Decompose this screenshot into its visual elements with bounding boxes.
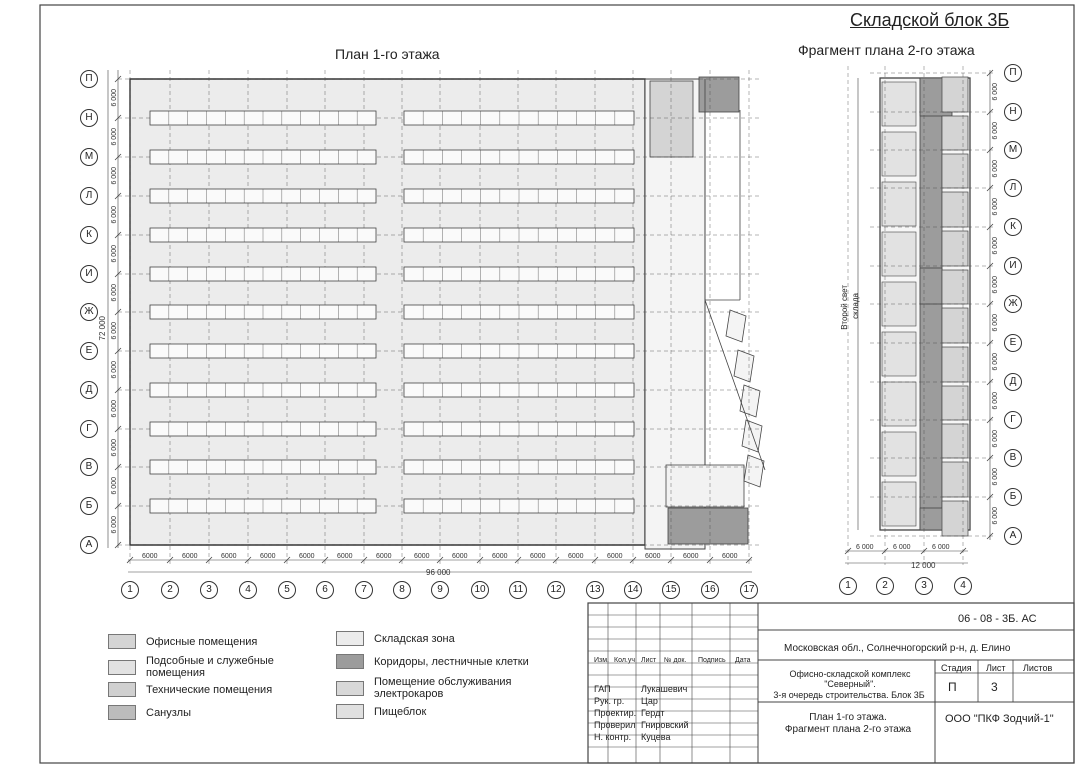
dimension-label: 6 000 [992, 198, 999, 216]
plan2-office [942, 270, 968, 304]
tb-col-header: Лист [641, 657, 657, 664]
legend-item: Офисные помещения [108, 634, 326, 649]
plan2-office [942, 424, 968, 458]
dimension-label: 6000 [683, 553, 699, 560]
grid-axis-label: Д [80, 381, 98, 399]
atrium-label-2: склада [851, 293, 860, 319]
dimension-label: 6000 [337, 553, 353, 560]
grid-axis-label: Г [80, 420, 98, 438]
loading-dock [742, 420, 762, 452]
plan2-service-room [882, 182, 916, 226]
dimension-label: 6 000 [992, 507, 999, 525]
plan2-service-room [882, 232, 916, 276]
plan2-title: Фрагмент плана 2-го этажа [798, 42, 975, 58]
grid-axis-label: К [80, 226, 98, 244]
loading-dock [726, 310, 746, 342]
dimension-label: 6 000 [992, 276, 999, 294]
tb-role: Н. контр. [594, 732, 632, 742]
grid-axis-label: Ж [1004, 295, 1022, 313]
legend-item: Пищеблок [336, 704, 426, 719]
stage-value: П [948, 680, 957, 694]
plan1-title: План 1-го этажа [335, 46, 440, 62]
grid-axis-label: 1 [839, 577, 857, 595]
legend-swatch [336, 654, 364, 669]
dimension-label: 6 000 [992, 83, 999, 101]
grid-axis-label: Г [1004, 411, 1022, 429]
grid-axis-label: 3 [915, 577, 933, 595]
legend-item: Коридоры, лестничные клетки [336, 654, 529, 669]
dimension-label: 6 000 [111, 361, 118, 379]
tb-role: Проектир. [594, 708, 637, 718]
grid-axis-label: 2 [161, 581, 179, 599]
dimension-label: 6 000 [111, 400, 118, 418]
grid-axis-label: М [1004, 141, 1022, 159]
legend-swatch [108, 705, 136, 720]
grid-axis-label: П [1004, 64, 1022, 82]
dimension-label: 6000 [530, 553, 546, 560]
dimension-label: 6000 [260, 553, 276, 560]
grid-axis-label: А [1004, 527, 1022, 545]
tb-col-header: Кол.уч [614, 657, 635, 664]
plan1-stair-south [668, 508, 748, 544]
plan2-office [942, 308, 968, 343]
grid-axis-label: 4 [239, 581, 257, 599]
grid-axis-label: П [80, 70, 98, 88]
atrium-label-1: Второй свет [840, 285, 849, 330]
dimension-label: 6000 [568, 553, 584, 560]
grid-axis-label: И [1004, 257, 1022, 275]
tb-col-header: Дата [735, 657, 751, 664]
plan2-office [942, 462, 968, 497]
project-name-line2: "Северный". [824, 679, 876, 689]
grid-axis-label: Н [1004, 103, 1022, 121]
legend-item: Подсобные и служебные помещения [108, 655, 286, 679]
grid-axis-label: 16 [701, 581, 719, 599]
plan2-service-room [882, 482, 916, 526]
dimension-label: 6000 [414, 553, 430, 560]
legend-swatch [336, 681, 364, 696]
grid-axis-label: М [80, 148, 98, 166]
dimension-label: 6 000 [111, 516, 118, 534]
grid-axis-label: 14 [624, 581, 642, 599]
tb-role: Рук. гр. [594, 696, 625, 706]
plan1-total-width: 96 000 [426, 568, 451, 577]
plan2-stair-mid [920, 268, 942, 304]
plan2-office [942, 154, 968, 188]
grid-axis-label: 17 [740, 581, 758, 599]
plan2-office [942, 347, 968, 382]
plan2-service-room [882, 432, 916, 476]
dimension-label: 6 000 [992, 237, 999, 255]
plan2-total-width: 12 000 [911, 561, 936, 570]
project-name-line1: Офисно-складской комплекс [789, 669, 911, 679]
grid-axis-label: 12 [547, 581, 565, 599]
dimension-label: 6 000 [856, 544, 874, 551]
plan2-office [942, 231, 968, 266]
grid-axis-label: 3 [200, 581, 218, 599]
tb-person: Лукашевич [641, 684, 688, 694]
dimension-label: 6 000 [932, 544, 950, 551]
legend-swatch [108, 634, 136, 649]
loading-dock [734, 350, 754, 382]
grid-axis-label: 1 [121, 581, 139, 599]
tb-person: Гнировский [641, 720, 689, 730]
sheet-title: Складской блок 3Б [850, 10, 1010, 30]
dimension-label: 6000 [299, 553, 315, 560]
dimension-label: 6 000 [992, 160, 999, 178]
tb-col-header: № док. [664, 657, 687, 664]
dimension-label: 6000 [607, 553, 623, 560]
grid-axis-label: Д [1004, 373, 1022, 391]
plan2-office [942, 386, 968, 420]
dimension-label: 6 000 [992, 468, 999, 486]
sheet-value: 3 [991, 680, 998, 694]
plan1-total-height: 72 000 [98, 316, 107, 341]
plan2-office [942, 501, 968, 536]
plan2-service-room [882, 132, 916, 176]
dimension-label: 6000 [452, 553, 468, 560]
plan2-service-room [882, 82, 916, 126]
dimension-label: 6000 [221, 553, 237, 560]
dimension-label: 6000 [182, 553, 198, 560]
legend-item: Помещение обслуживания электрокаров [336, 676, 544, 700]
legend-swatch [108, 660, 136, 675]
dimension-label: 6 000 [992, 122, 999, 140]
grid-axis-label: 8 [393, 581, 411, 599]
dimension-label: 6 000 [111, 439, 118, 457]
legend-item: Технические помещения [108, 682, 272, 697]
dimension-label: 6 000 [111, 245, 118, 263]
dimension-label: 6 000 [111, 477, 118, 495]
tb-col-header: Изм. [594, 657, 609, 664]
dimension-label: 6 000 [893, 544, 911, 551]
dimension-label: 6 000 [111, 206, 118, 224]
plan2-service-room [882, 382, 916, 426]
stage-header: Стадия [941, 663, 972, 673]
plan2-service-room [882, 332, 916, 376]
tb-col-header: Подпись [698, 657, 726, 664]
tb-person: Цар [641, 696, 658, 706]
grid-axis-label: А [80, 536, 98, 554]
grid-axis-label: В [80, 458, 98, 476]
tb-role: ГАП [594, 684, 611, 694]
grid-axis-label: Б [1004, 488, 1022, 506]
grid-axis-label: Л [80, 187, 98, 205]
grid-axis-label: В [1004, 449, 1022, 467]
tb-person: Гердт [641, 708, 665, 718]
grid-axis-label: 6 [316, 581, 334, 599]
legend-swatch [108, 682, 136, 697]
grid-axis-label: 11 [509, 581, 527, 599]
grid-axis-label: И [80, 265, 98, 283]
plan2-office [942, 116, 968, 150]
grid-axis-label: Б [80, 497, 98, 515]
grid-axis-label: Н [80, 109, 98, 127]
dimension-label: 6000 [492, 553, 508, 560]
grid-axis-label: 13 [586, 581, 604, 599]
grid-axis-label: Ж [80, 303, 98, 321]
dimension-label: 6 000 [992, 392, 999, 410]
dimension-label: 6000 [376, 553, 392, 560]
legend-item: Санузлы [108, 705, 191, 720]
grid-axis-label: 2 [876, 577, 894, 595]
dimension-label: 6 000 [111, 322, 118, 340]
grid-axis-label: 7 [355, 581, 373, 599]
sheet-name-line1: План 1-го этажа. [809, 712, 887, 723]
grid-axis-label: Л [1004, 179, 1022, 197]
drawing-code: 06 - 08 - 3Б. АС [958, 613, 1037, 625]
plan2-office [942, 192, 968, 227]
plan1-room-east [666, 465, 744, 507]
grid-axis-label: К [1004, 218, 1022, 236]
dimension-label: 6 000 [111, 128, 118, 146]
legend-swatch [336, 631, 364, 646]
plan2-office [942, 77, 968, 112]
company-name: ООО "ПКФ Зодчий-1" [945, 713, 1054, 725]
dimension-label: 6 000 [992, 430, 999, 448]
grid-axis-label: 5 [278, 581, 296, 599]
sheet-header: Лист [986, 663, 1006, 673]
dimension-label: 6000 [722, 553, 738, 560]
project-address: Московская обл., Солнечногорский р-н, д. Елино [784, 643, 1011, 654]
dimension-label: 6 000 [111, 284, 118, 302]
project-name-line3: 3-я очередь строительства. Блок 3Б [773, 690, 925, 700]
dimension-label: 6 000 [111, 89, 118, 107]
grid-axis-label: 10 [471, 581, 489, 599]
grid-axis-label: 4 [954, 577, 972, 595]
sheets-header: Листов [1023, 663, 1053, 673]
grid-axis-label: Е [80, 342, 98, 360]
dimension-label: 6 000 [992, 353, 999, 371]
dimension-label: 6 000 [111, 167, 118, 185]
tb-role: Проверил [594, 720, 636, 730]
legend-item: Складская зона [336, 631, 455, 646]
dimension-label: 6000 [645, 553, 661, 560]
grid-axis-label: 15 [662, 581, 680, 599]
legend-swatch [336, 704, 364, 719]
grid-axis-label: 9 [431, 581, 449, 599]
dimension-label: 6 000 [992, 314, 999, 332]
sheet-name-line2: Фрагмент плана 2-го этажа [784, 724, 912, 735]
plan1-room-office [650, 81, 693, 157]
grid-axis-label: Е [1004, 334, 1022, 352]
dimension-label: 6000 [142, 553, 158, 560]
tb-person: Куцева [641, 732, 671, 742]
